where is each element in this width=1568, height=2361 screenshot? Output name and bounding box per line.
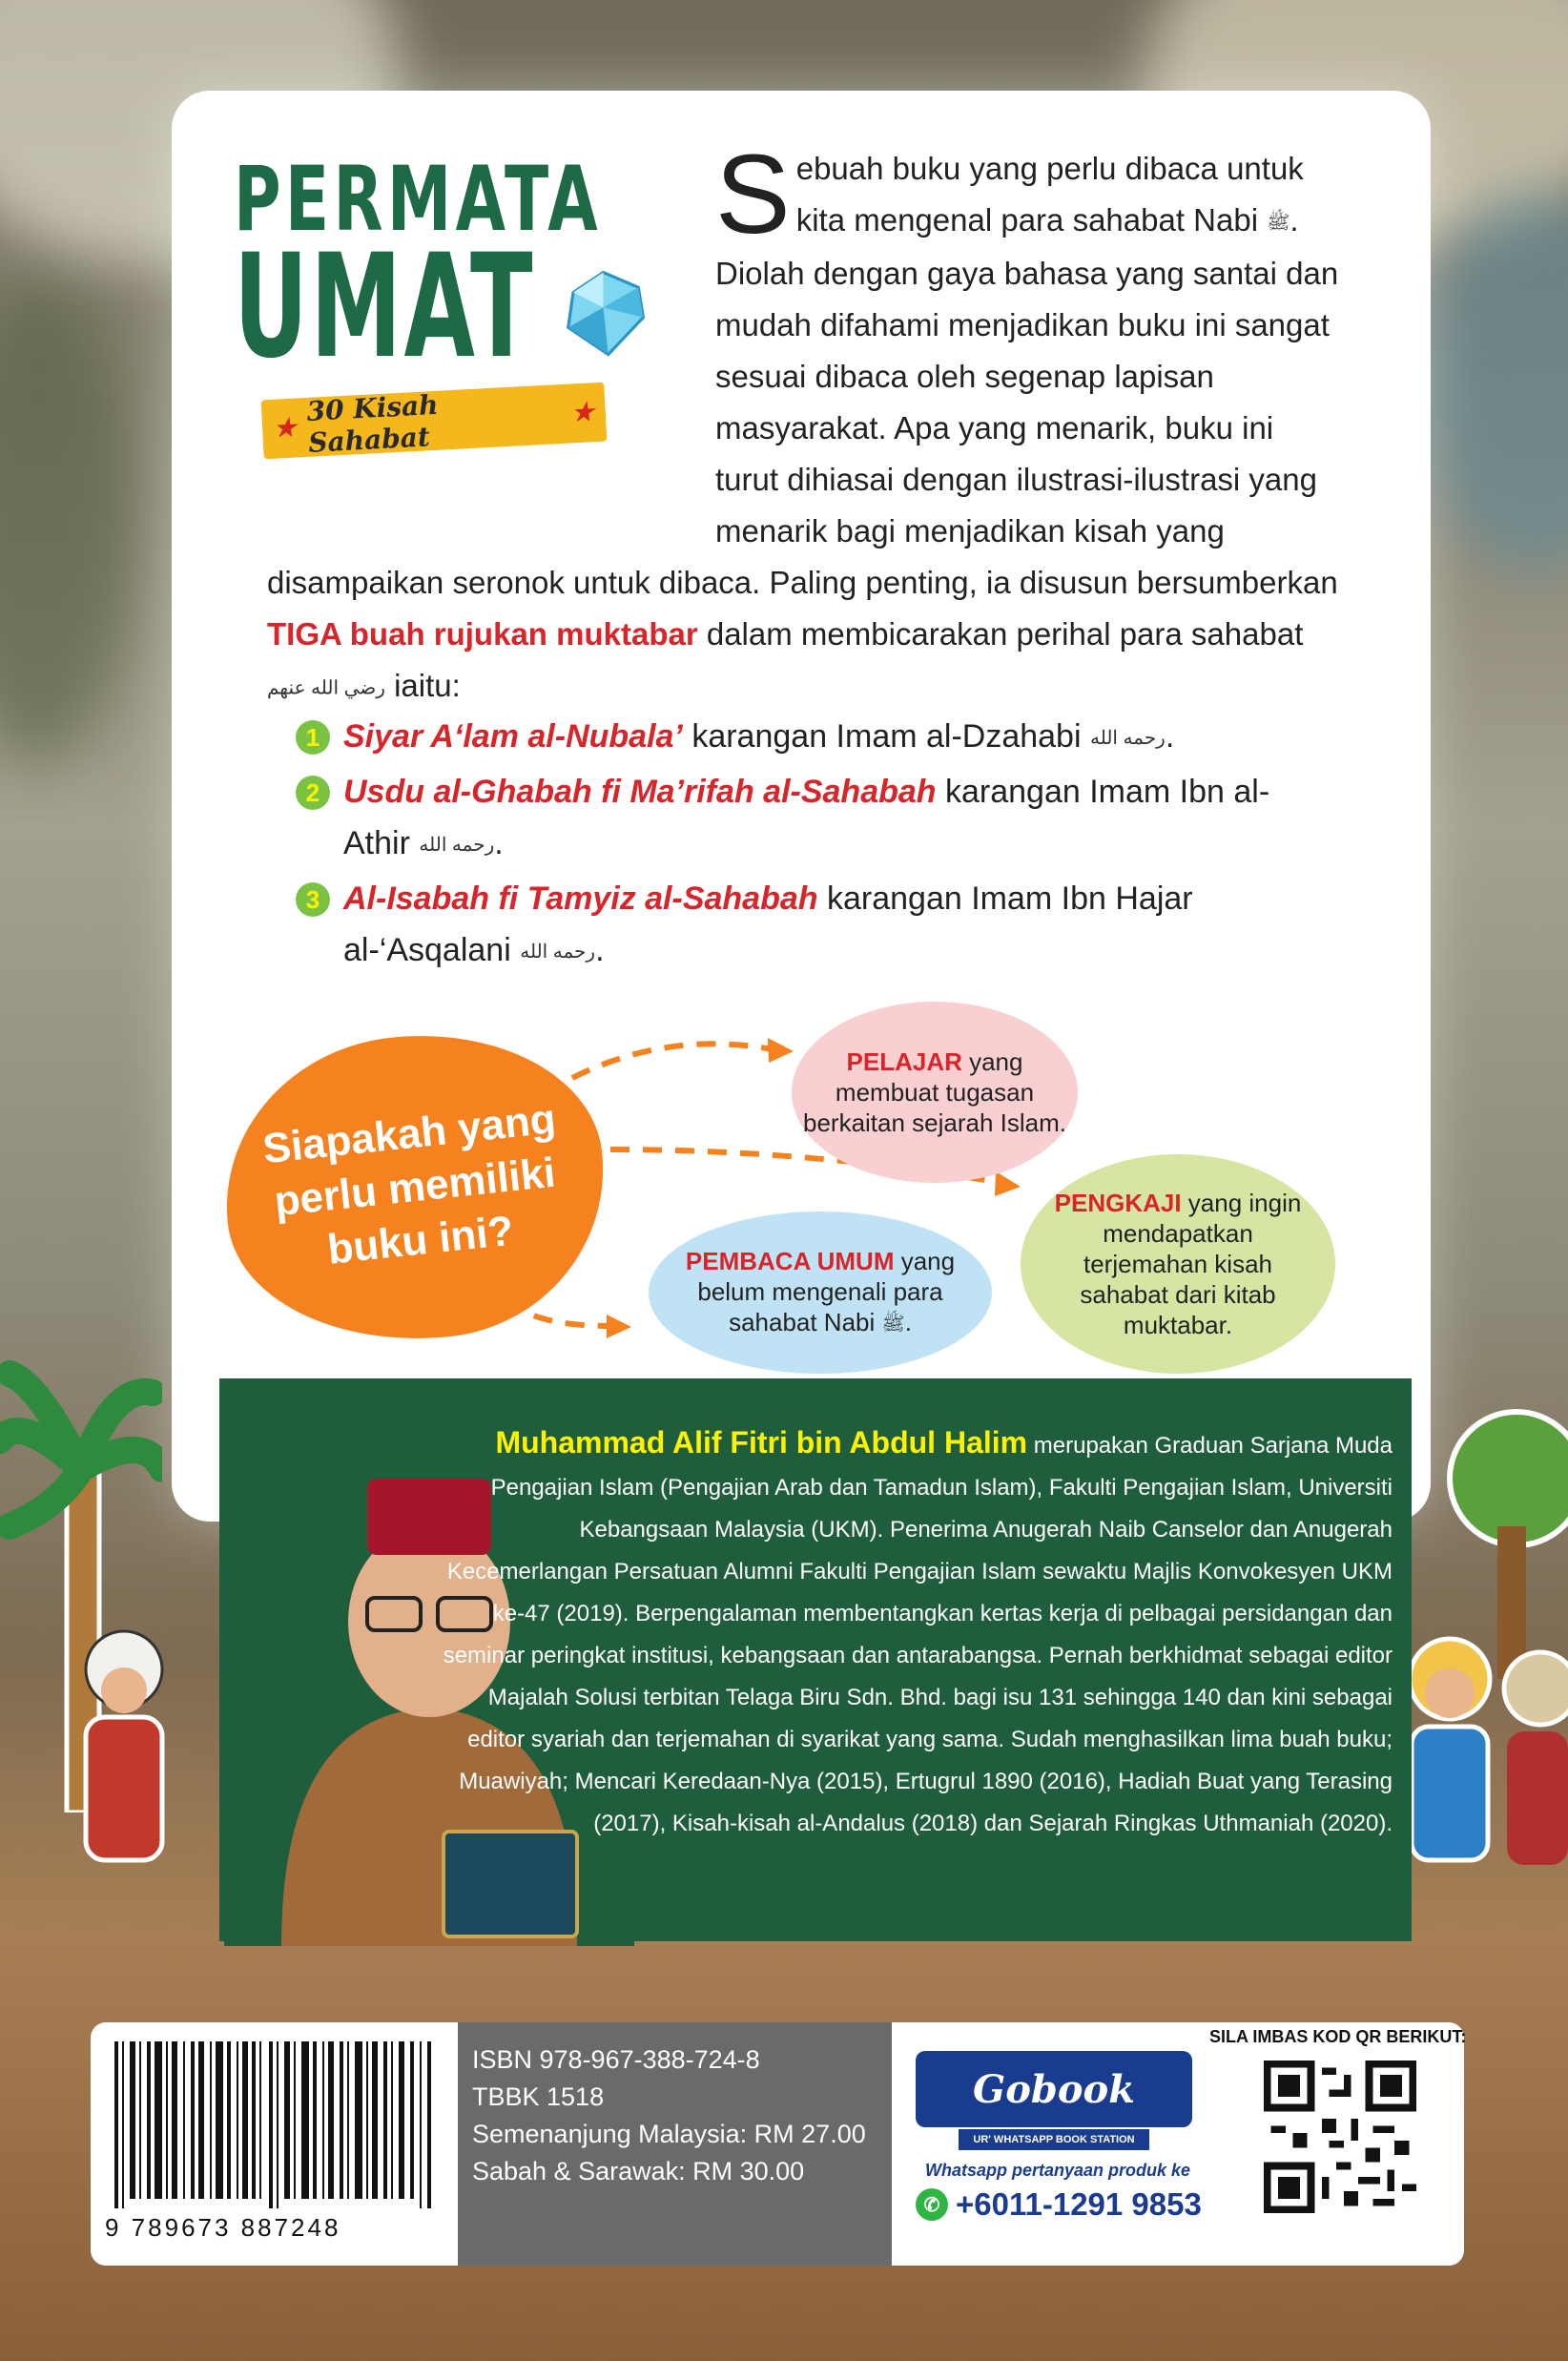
list-item: 3 Al-Isabah fi Tamyiz al-Sahabah karangan Imam Ibn Hajar al-‘Asqalani رحمه الله. [296, 873, 1297, 978]
honorific-icon: ﷺ [881, 1314, 905, 1336]
gobook-logo: Gobook [916, 2051, 1192, 2127]
number-badge: 3 [296, 882, 330, 917]
logo-title-line1: PERMATA [234, 148, 602, 252]
phone-number: +6011-1291 9853 [956, 2186, 1202, 2222]
author-bio: Muhammad Alif Fitri bin Abdul Halim merupakan Graduan Sarjana Muda Pengajian Islam (Pengajian Arab dan Tamadun Islam), Fakulti Pengajian Islam, Universiti Kebangsaan Malaysia (UKM). Penerima Anugerah Naib Canselor dan Anugerah Kecemerlangan Persatuan Alumni Fakulti Pengajian Islam sewaktu Majlis Konvokesyen UKM ke-47 (2019). Berpengalaman membentangkan kertas kerja di pelbagai persidangan dan seminar peringkat institusi, kebangsaan dan antarabangsa. Pernah berkhidmat sebagai editor Majalah Solusi terbitan Telaga Biru Sdn. Bhd. bagi isu 131 sehingga 140 dan kini sebagai editor syariah dan terjemahan di syarikat yang sama. Sudah menghasilkan lima buah buku; Muawiyah; Mencari Keredaan-Nya (2015), Ertugrul 1890 (2016), Hadiah Buat yang Terasing (2017), Kisah-kisah al-Andalus (2018) dan Sejarah Ringkas Uthmaniah (2020). [443, 1425, 1393, 1836]
tbbk: TBBK 1518 [472, 2082, 605, 2111]
dropcap: S [715, 132, 791, 258]
barcode-number: 9 789673 887248 [105, 2213, 341, 2242]
background-blur [0, 286, 134, 763]
qr-code[interactable] [1264, 2061, 1416, 2213]
logo-title-line2: UMAT [234, 224, 536, 390]
reference-title: Usdu al-Ghabah fi Ma’rifah al-Sahabah [343, 774, 937, 811]
reference-title: Al-Isabah fi Tamyiz al-Sahabah [343, 880, 818, 918]
logo-subtitle: 30 Kisah Sahabat [305, 388, 440, 459]
price-east: Sabah & Sarawak: RM 30.00 [472, 2157, 805, 2185]
whatsapp-label: Whatsapp pertanyaan produk ke [925, 2161, 1191, 2180]
whatsapp-contact[interactable] [916, 2186, 1202, 2223]
list-item: 2 Usdu al-Ghabah fi Ma’rifah al-Sahabah karangan Imam Ibn al-Athir رحمه الله. [296, 766, 1297, 871]
price-panel [458, 2022, 892, 2266]
honorific-icon: رحمه الله [419, 835, 495, 857]
gobook-tagline: UR' WHATSAPP BOOK STATION [959, 2129, 1149, 2150]
whatsapp-icon: ✆ [916, 2188, 948, 2221]
audience-question: Siapakah yang perlu memiliki buku ini? [204, 1010, 626, 1364]
honorific-icon: رحمه الله [1089, 728, 1166, 750]
author-name: Muhammad Alif Fitri bin Abdul Halim [495, 1425, 1028, 1460]
honorific-icon: رحمه الله [520, 942, 596, 963]
reference-title: Siyar A‘lam al-Nubala’ [343, 718, 683, 755]
blurb-section [267, 132, 1345, 715]
number-badge: 1 [296, 720, 330, 755]
character-illustration [1393, 1622, 1568, 1870]
character-illustration [57, 1622, 181, 1870]
star-icon: ★ [273, 413, 298, 444]
honorific-icon: ﷺ [1267, 212, 1290, 234]
number-badge: 2 [296, 776, 330, 810]
blurb-paragraph: Sebuah buku yang perlu dibaca untuk kita mengenal para sahabat Nabi ﷺ. Diolah dengan gaya bahasa yang santai dan mudah difahami menjadikan buku ini sangat sesuai dibaca oleh segenap lapisan masyarakat. Apa yang menarik, buku ini turut dihiasai dengan ilustrasi-ilustrasi yang menarik bagi menjadikan kisah yang disampaikan seronok untuk dibaca. Paling penting, ia disusun bersumberkan TIGA buah rujukan muktabar dalam membicarakan perihal para sahabat رضي الله عنهم iaitu: [267, 132, 1339, 704]
qr-label: SILA IMBAS KOD QR BERIKUT: [1209, 2027, 1467, 2046]
price-peninsular: Semenanjung Malaysia: RM 27.00 [472, 2120, 866, 2148]
star-icon: ★ [570, 398, 595, 428]
audience-bubble-researcher: PENGKAJI yang ingin mendapatkan terjemahan kisah sahabat dari kitab muktabar. [1021, 1154, 1335, 1374]
blurb-highlight: TIGA buah rujukan muktabar [267, 616, 698, 652]
audience-bubble-general: PEMBACA UMUM yang belum mengenali para sahabat Nabi ﷺ. [649, 1212, 992, 1374]
list-item: 1 Siyar A‘lam al-Nubala’ karangan Imam al-Dzahabi رحمه الله. [296, 711, 1297, 764]
isbn: ISBN 978-967-388-724-8 [472, 2045, 760, 2074]
background-blur [1412, 191, 1568, 572]
gobook-promo [906, 2041, 1211, 2251]
honorific-icon: رضي الله عنهم [267, 677, 385, 699]
audience-bubble-student: PELAJAR yang membuat tugasan berkaitan sejarah Islam. [792, 1002, 1078, 1183]
reference-list [296, 711, 1297, 980]
